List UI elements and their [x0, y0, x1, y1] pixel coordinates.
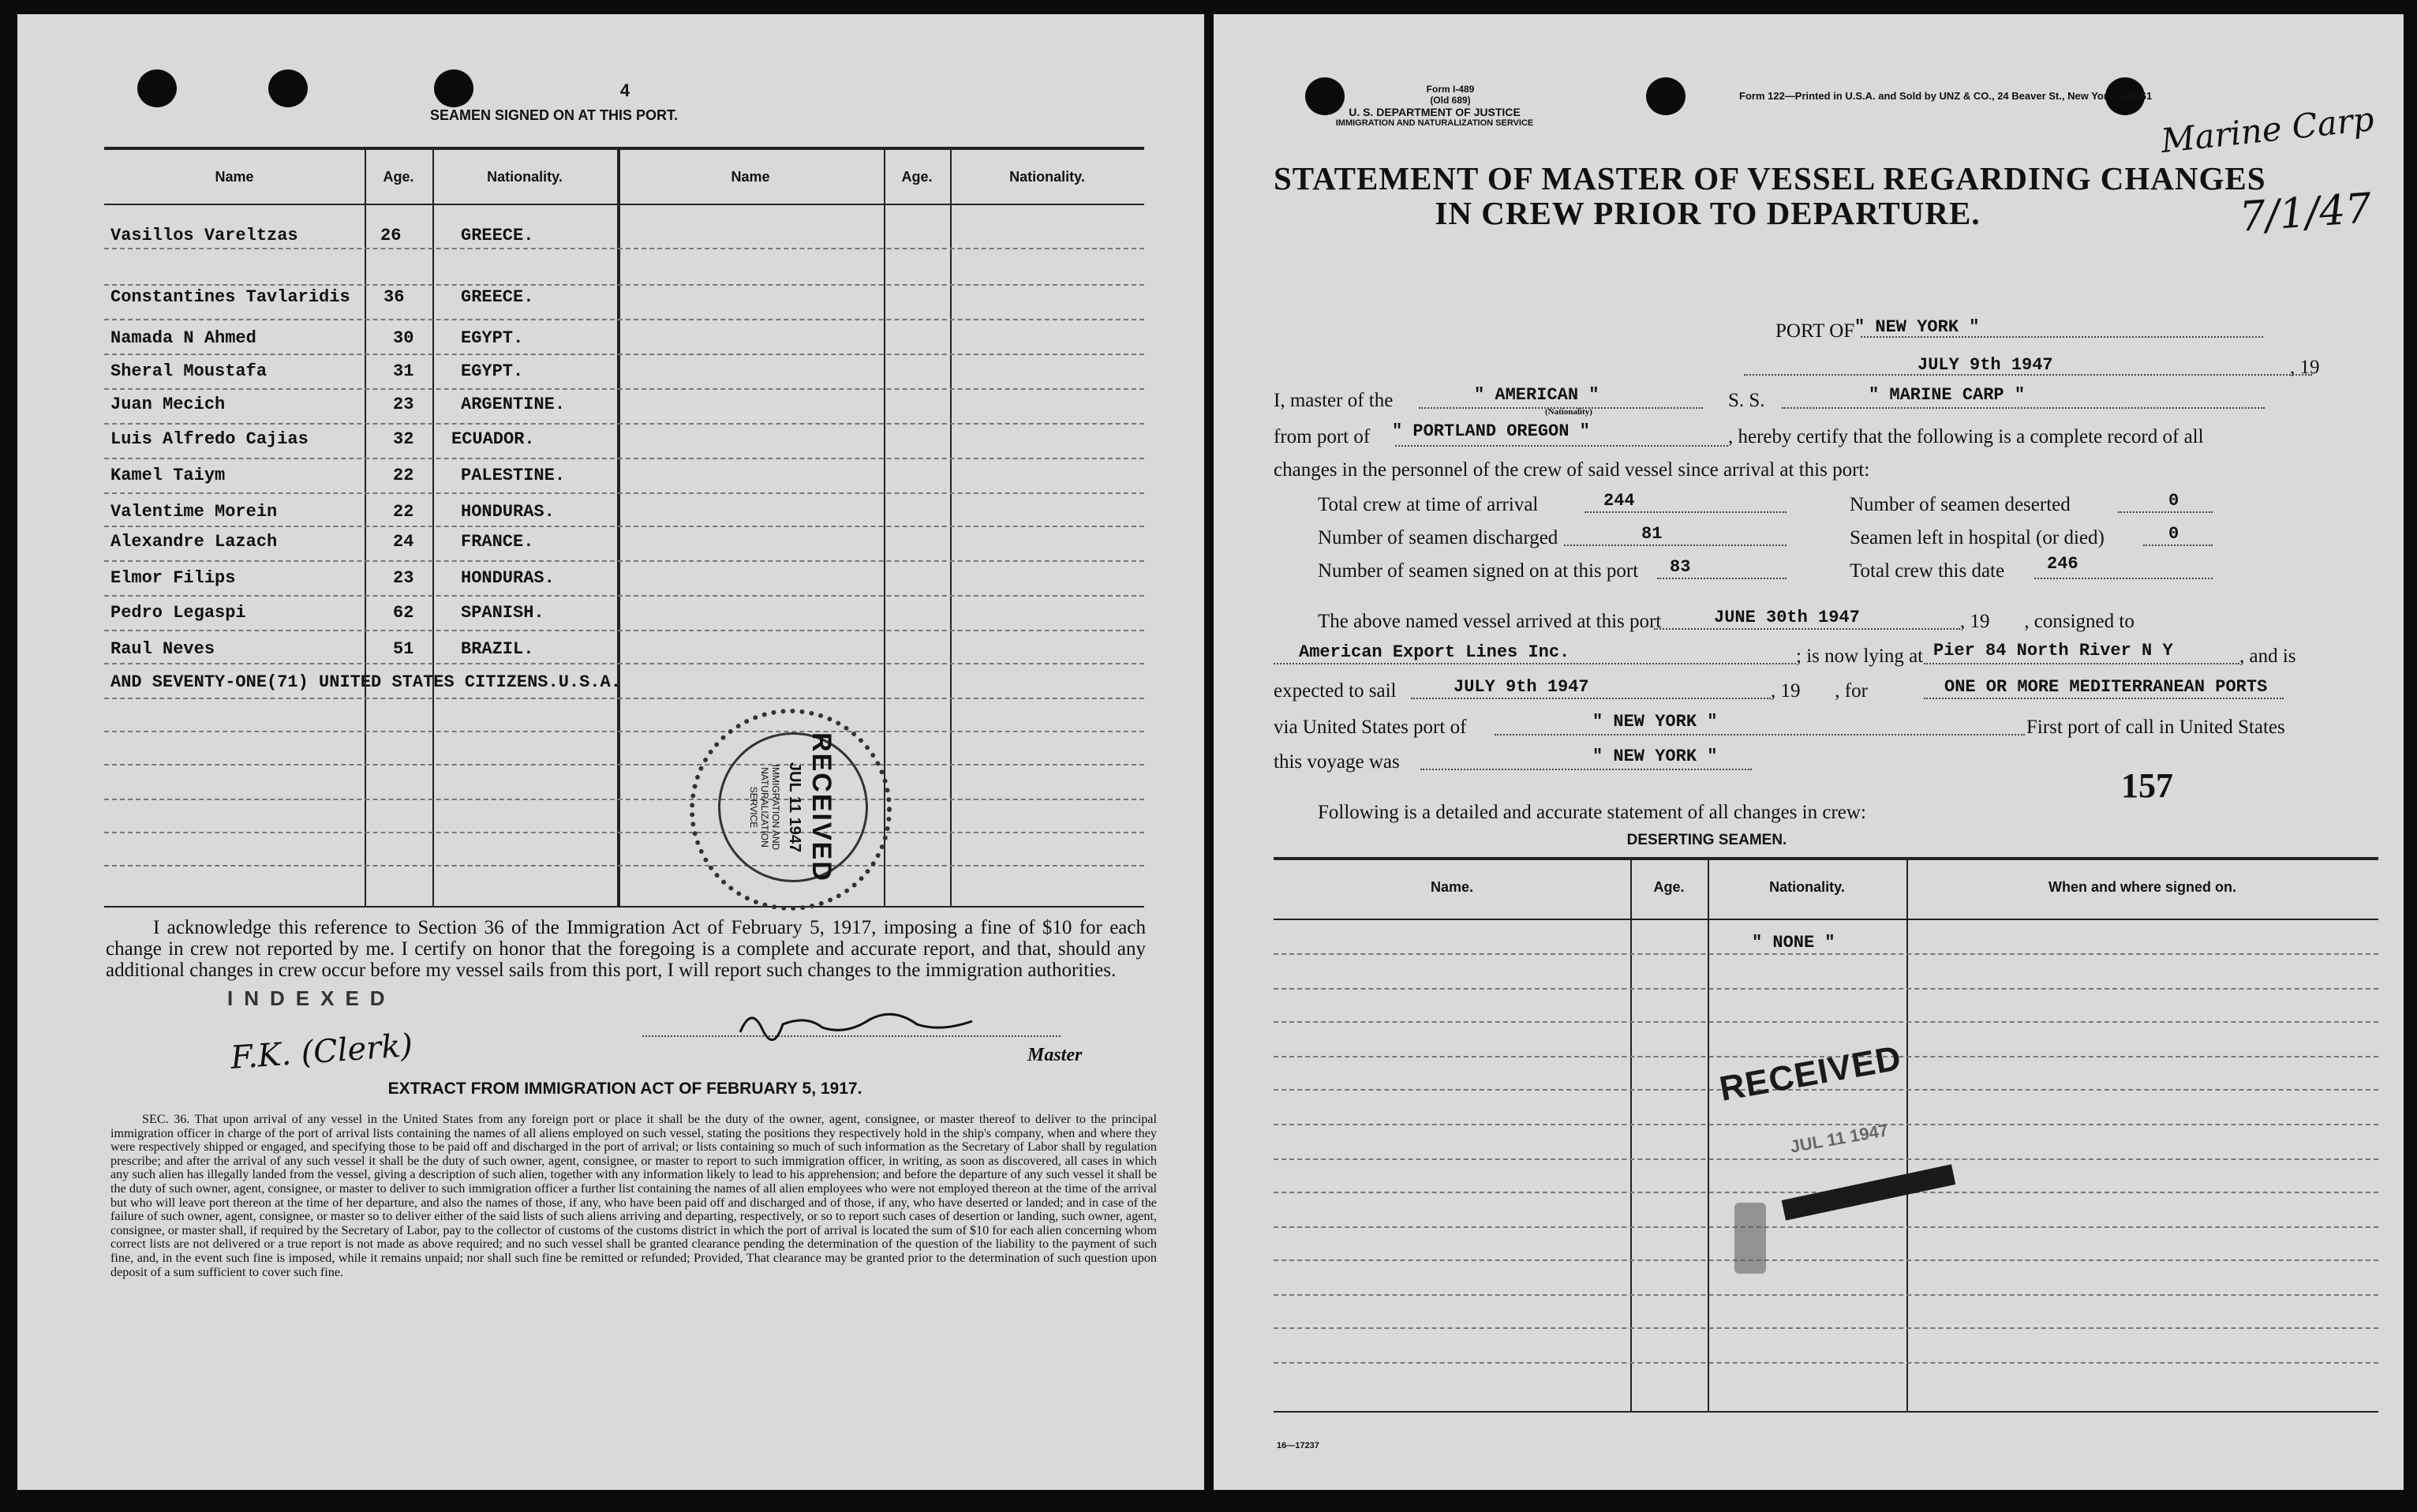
- consignee-line: [1274, 663, 1796, 664]
- handwritten-date: 7/1/47: [2238, 185, 2374, 241]
- discharged-value: 81: [1641, 524, 1663, 544]
- changes-text: changes in the personnel of the crew of said vessel since arrival at this port:: [1274, 459, 1870, 481]
- col-divider: [365, 148, 366, 906]
- seaman-age: 31: [393, 361, 414, 381]
- seaman-nationality: PALESTINE.: [461, 466, 566, 485]
- department: U. S. DEPARTMENT OF JUSTICE: [1349, 106, 1521, 118]
- signed-on-value: 83: [1670, 557, 1691, 577]
- col-divider: [432, 148, 434, 906]
- port-of-label: PORT OF: [1775, 320, 1855, 342]
- row-rule: [104, 248, 1144, 249]
- stamp-received: RECEIVED: [806, 732, 836, 882]
- indexed-stamp: INDEXED: [227, 986, 396, 1010]
- page-number: 4: [619, 80, 630, 100]
- deserted-label: Number of seamen deserted: [1850, 494, 2071, 515]
- consigned-text: , 19 , consigned to: [1960, 611, 2135, 632]
- deserting-title: DESERTING SEAMEN.: [1626, 832, 1787, 848]
- table-bottom-rule: [104, 906, 1144, 908]
- desert-table-top: [1274, 857, 2378, 860]
- arrived-label: The above named vessel arrived at this port: [1318, 611, 1662, 632]
- row-rule: [1274, 1327, 2378, 1329]
- row-rule: [1274, 1158, 2378, 1160]
- date-value: JULY 9th 1947: [1918, 355, 2053, 375]
- extract-text: SEC. 36. That upon arrival of any vessel in the United States from any foreign port or place it shall be the duty of the owner, agent, consignee, or master thereof to deliver to the principal immigration officer in charge of the port of arrival lists containing the names of all aliens employed on such vessel, stating the positions they respectively hold in the ship's company, when and where they were respectively shipped or engaged, and specifying those to be paid off and discharged in the port of arrival; or lists containing so much of such information as the Secretary of Labor shall by regulation prescribe; and after the arrival of any such vessel it shall be the duty of such owner, agent, consignee, or master to report to such immigration officer, in writing, as soon as discovered, all cases in which any such alien has illegally landed from the vessel, giving a description of such alien, together with any information likely to lead to his apprehension; and before the departure of any such vessel it shall be the duty of such owner, agent, consignee, or master to deliver to such immigration officer a further list containing the names of all alien employees who were not employed thereon at the time of the arrival but who will leave port thereon at the time of her departure, and also the names of those, if any, who have been paid off and discharged and of those, if any, who have deserted or landed; and in case of the failure of such owner, agent, consignee, or master so to deliver either of the said lists of such aliens arriving and departing, respectively, or so to report such cases of desertion or landing, such owner, agent, consignee, or master shall, if required by the Secretary of Labor, pay to the collector of customs of the customs district in which the port of arrival is located the sum of $10 for each alien concerning whom correct lists are not delivered or a true report is not made as above required; and no such vessel shall be granted clearance pending the determination of the question of the liability to the payment of such fine, and, in the event such fine is imposed, while it remains unpaid; nor shall such fine be remitted or refunded; Provided, That clearance may be granted prior to the determination of such question upon deposit of a sum sufficient to cover such fine.: [110, 1112, 1157, 1279]
- seaman-nationality: GREECE.: [461, 287, 534, 307]
- date-suffix: , 19: [2290, 357, 2320, 378]
- lying-value: Pier 84 North River N Y: [1933, 641, 2173, 661]
- clerk-signature: F.K. (Clerk): [229, 1027, 414, 1077]
- seaman-name: Constantines Tavlaridis: [110, 287, 350, 307]
- expected-value: JULY 9th 1947: [1454, 677, 1589, 697]
- desert-col-when-where: When and where signed on.: [2048, 879, 2237, 895]
- nationality-caption: (Nationality): [1545, 407, 1592, 417]
- desert-col-name: Name.: [1430, 879, 1474, 895]
- following-text: Following is a detailed and accurate statement of all changes in crew:: [1318, 802, 1866, 823]
- seaman-nationality: HONDURAS.: [461, 502, 555, 522]
- seaman-nationality: EGYPT.: [461, 361, 524, 381]
- left-page: [17, 14, 1204, 1490]
- form-title-line2: IN CREW PRIOR TO DEPARTURE.: [1435, 195, 1981, 231]
- total-crew-arrival-value: 244: [1603, 491, 1635, 511]
- row-rule: [104, 423, 1144, 425]
- row-rule: [1274, 1294, 2378, 1296]
- seaman-nationality: EGYPT.: [461, 328, 524, 348]
- signed-on-line: [1657, 578, 1787, 579]
- section-title: SEAMEN SIGNED ON AT THIS PORT.: [429, 107, 679, 123]
- via-label: via United States port of: [1274, 717, 1467, 738]
- seaman-age: 51: [393, 639, 414, 659]
- seaman-age: 26: [380, 226, 402, 245]
- arrived-line: [1654, 628, 1960, 630]
- citizens-line: AND SEVENTY-ONE(71) UNITED STATES CITIZENS.U.S.A.: [110, 672, 621, 692]
- punch-hole: [137, 69, 177, 107]
- and-is-text: , and is: [2239, 646, 2296, 667]
- discharged-label: Number of seamen discharged: [1318, 527, 1558, 548]
- seaman-name: Juan Mecich: [110, 395, 226, 414]
- handwritten-vessel: Marine Carp: [2159, 99, 2376, 161]
- row-rule: [104, 865, 1144, 866]
- col-header-age: Age.: [383, 169, 414, 185]
- row-rule: [104, 492, 1144, 494]
- seaman-age: 62: [393, 603, 414, 623]
- row-rule: [1274, 1021, 2378, 1023]
- discharged-line: [1564, 545, 1787, 546]
- via-line: [1495, 734, 2025, 735]
- row-rule: [104, 595, 1144, 597]
- arrived-value: JUNE 30th 1947: [1714, 608, 1860, 627]
- first-port-label: First port of call in United States: [2026, 717, 2285, 738]
- seaman-name: Kamel Taiym: [110, 466, 226, 485]
- seaman-nationality: ECUADOR.: [451, 429, 535, 449]
- row-rule: [104, 731, 1144, 732]
- from-port-value: " PORTLAND OREGON ": [1392, 421, 1590, 441]
- seaman-name: Sheral Moustafa: [110, 361, 268, 381]
- page-stamp-number: 157: [2121, 766, 2173, 805]
- seaman-name: Elmor Filips: [110, 568, 236, 588]
- col-header-name: Name: [731, 169, 770, 185]
- printer-line: Form 122—Printed in U.S.A. and Sold by UNZ & CO., 24 Beaver St., New York—24061: [1739, 90, 2153, 102]
- seaman-age: 24: [393, 532, 414, 552]
- hospital-value: 0: [2168, 524, 2179, 544]
- hospital-label: Seamen left in hospital (or died): [1850, 527, 2105, 548]
- service: IMMIGRATION AND NATURALIZATION SERVICE: [1335, 118, 1534, 128]
- seaman-name: Namada N Ahmed: [110, 328, 256, 348]
- row-rule: [1274, 1362, 2378, 1364]
- stamp-date: JUL 11 1947: [786, 762, 803, 853]
- via-value: " NEW YORK ": [1592, 712, 1718, 732]
- seaman-age: 23: [393, 395, 414, 414]
- col-header-name: Name: [215, 169, 254, 185]
- voyage-value: " NEW YORK ": [1592, 747, 1718, 766]
- for-value: ONE OR MORE MEDITERRANEAN PORTS: [1944, 677, 2268, 697]
- table-top-rule: [104, 147, 1144, 150]
- ship-line: [1782, 407, 2265, 409]
- form-number: Form I-489: [1426, 84, 1475, 95]
- col-divider: [617, 148, 620, 906]
- desert-col-nationality: Nationality.: [1769, 879, 1845, 895]
- seaman-nationality: BRAZIL.: [461, 639, 534, 659]
- seaman-name: Vasillos Vareltzas: [110, 226, 298, 245]
- desert-col-age: Age.: [1653, 879, 1685, 895]
- expected-label: expected to sail: [1274, 680, 1397, 702]
- col-header-age: Age.: [901, 169, 933, 185]
- row-rule: [104, 698, 1144, 699]
- none-value: " NONE ": [1752, 933, 1835, 952]
- total-crew-date-value: 246: [2047, 554, 2078, 574]
- desert-table-bottom: [1274, 1411, 2378, 1413]
- consignee-value: American Export Lines Inc.: [1299, 642, 1570, 662]
- table-header-rule: [104, 204, 1144, 205]
- row-rule: [104, 832, 1144, 833]
- acknowledgement-text: I acknowledge this reference to Section 36 of the Immigration Act of February 5, 1917, imposing a fine of $10 for each change in crew not reported by me. I certify on honor that the foregoing is a complete and accurate report, and that, should any additional changes in crew occur before my vessel sails from this port, I will report such changes to the immigration authorities.: [106, 917, 1146, 981]
- signed-on-label: Number of seamen signed on at this port: [1318, 560, 1639, 582]
- row-rule: [104, 560, 1144, 562]
- nationality-value: " AMERICAN ": [1474, 385, 1599, 405]
- row-rule: [104, 319, 1144, 320]
- lying-label: ; is now lying at: [1796, 646, 1924, 667]
- form-old-number: (Old 689): [1430, 95, 1471, 106]
- deserted-value: 0: [2168, 491, 2179, 511]
- punch-hole: [268, 69, 308, 107]
- master-of-label: I, master of the: [1274, 390, 1394, 411]
- total-crew-date-label: Total crew this date: [1850, 560, 2005, 582]
- seaman-age: 30: [393, 328, 414, 348]
- seaman-age: 32: [393, 429, 414, 449]
- row-rule: [1274, 1124, 2378, 1125]
- received-stamp-text: RECEIVED: [1716, 1039, 1905, 1109]
- seaman-age: 22: [393, 466, 414, 485]
- col-header-nationality: Nationality.: [1009, 169, 1085, 185]
- for-line: [1924, 698, 2284, 699]
- punch-hole: [1646, 77, 1686, 115]
- hospital-line: [2143, 545, 2213, 546]
- row-rule: [1274, 953, 2378, 955]
- expected-line: [1411, 698, 1771, 699]
- form-footer: 16—17237: [1277, 1441, 1319, 1450]
- row-rule: [104, 764, 1144, 765]
- desert-table-header-rule: [1274, 919, 2378, 920]
- right-page: [1214, 14, 2404, 1490]
- voyage-label: this voyage was: [1274, 751, 1400, 773]
- seaman-name: Alexandre Lazach: [110, 532, 278, 552]
- certify-text: , hereby certify that the following is a complete record of all: [1728, 426, 2204, 447]
- row-rule: [104, 388, 1144, 390]
- row-rule: [104, 284, 1144, 286]
- seaman-nationality: FRANCE.: [461, 532, 534, 552]
- seaman-name: Luis Alfredo Cajias: [110, 429, 309, 449]
- total-crew-arrival-line: [1585, 511, 1787, 513]
- ss-label: S. S.: [1728, 390, 1765, 411]
- row-rule: [1274, 988, 2378, 990]
- seaman-nationality: HONDURAS.: [461, 568, 555, 588]
- seaman-age: 22: [393, 502, 414, 522]
- seaman-nationality: SPANISH.: [461, 603, 544, 623]
- form-title-line1: STATEMENT OF MASTER OF VESSEL REGARDING CHANGES: [1274, 160, 2266, 196]
- ship-value: " MARINE CARP ": [1869, 385, 2026, 405]
- row-rule: [104, 354, 1144, 355]
- seaman-age: 36: [384, 287, 405, 307]
- received-stamp-date: JUL 11 1947: [1788, 1120, 1890, 1157]
- deserted-line: [2118, 511, 2213, 513]
- punch-hole: [434, 69, 473, 107]
- stamp-agency: IMMIGRATION AND NATURALIZATION SERVICE: [748, 764, 781, 851]
- total-crew-arrival-label: Total crew at time of arrival: [1318, 494, 1539, 515]
- signature-scribble: [735, 1001, 988, 1048]
- total-crew-date-line: [2034, 578, 2213, 579]
- master-signature: [735, 1001, 988, 1055]
- extract-title: EXTRACT FROM IMMIGRATION ACT OF FEBRUARY 5, 1917.: [387, 1080, 862, 1098]
- row-rule: [104, 799, 1144, 800]
- col-divider: [950, 148, 952, 906]
- from-port-label: from port of: [1274, 426, 1371, 447]
- seaman-name: Valentime Morein: [110, 502, 278, 522]
- from-port-line: [1395, 445, 1728, 447]
- row-rule: [104, 630, 1144, 631]
- for-label: , 19 , for: [1771, 680, 1868, 702]
- row-rule: [1274, 1259, 2378, 1261]
- seaman-nationality: ARGENTINE.: [461, 395, 566, 414]
- row-rule: [104, 458, 1144, 459]
- received-stamp: [694, 709, 892, 906]
- row-rule: [104, 663, 1144, 664]
- col-header-nationality: Nationality.: [487, 169, 563, 185]
- seaman-nationality: GREECE.: [461, 226, 534, 245]
- voyage-line: [1420, 769, 1752, 770]
- row-rule: [104, 526, 1144, 527]
- stamp-smudge: [1734, 1203, 1766, 1274]
- seaman-name: Raul Neves: [110, 639, 215, 659]
- seaman-name: Pedro Legaspi: [110, 603, 246, 623]
- port-of-value: " NEW YORK ": [1854, 317, 1980, 337]
- seaman-age: 23: [393, 568, 414, 588]
- master-label: Master: [1027, 1045, 1083, 1065]
- lying-line: [1924, 663, 2239, 664]
- row-rule: [1274, 1226, 2378, 1228]
